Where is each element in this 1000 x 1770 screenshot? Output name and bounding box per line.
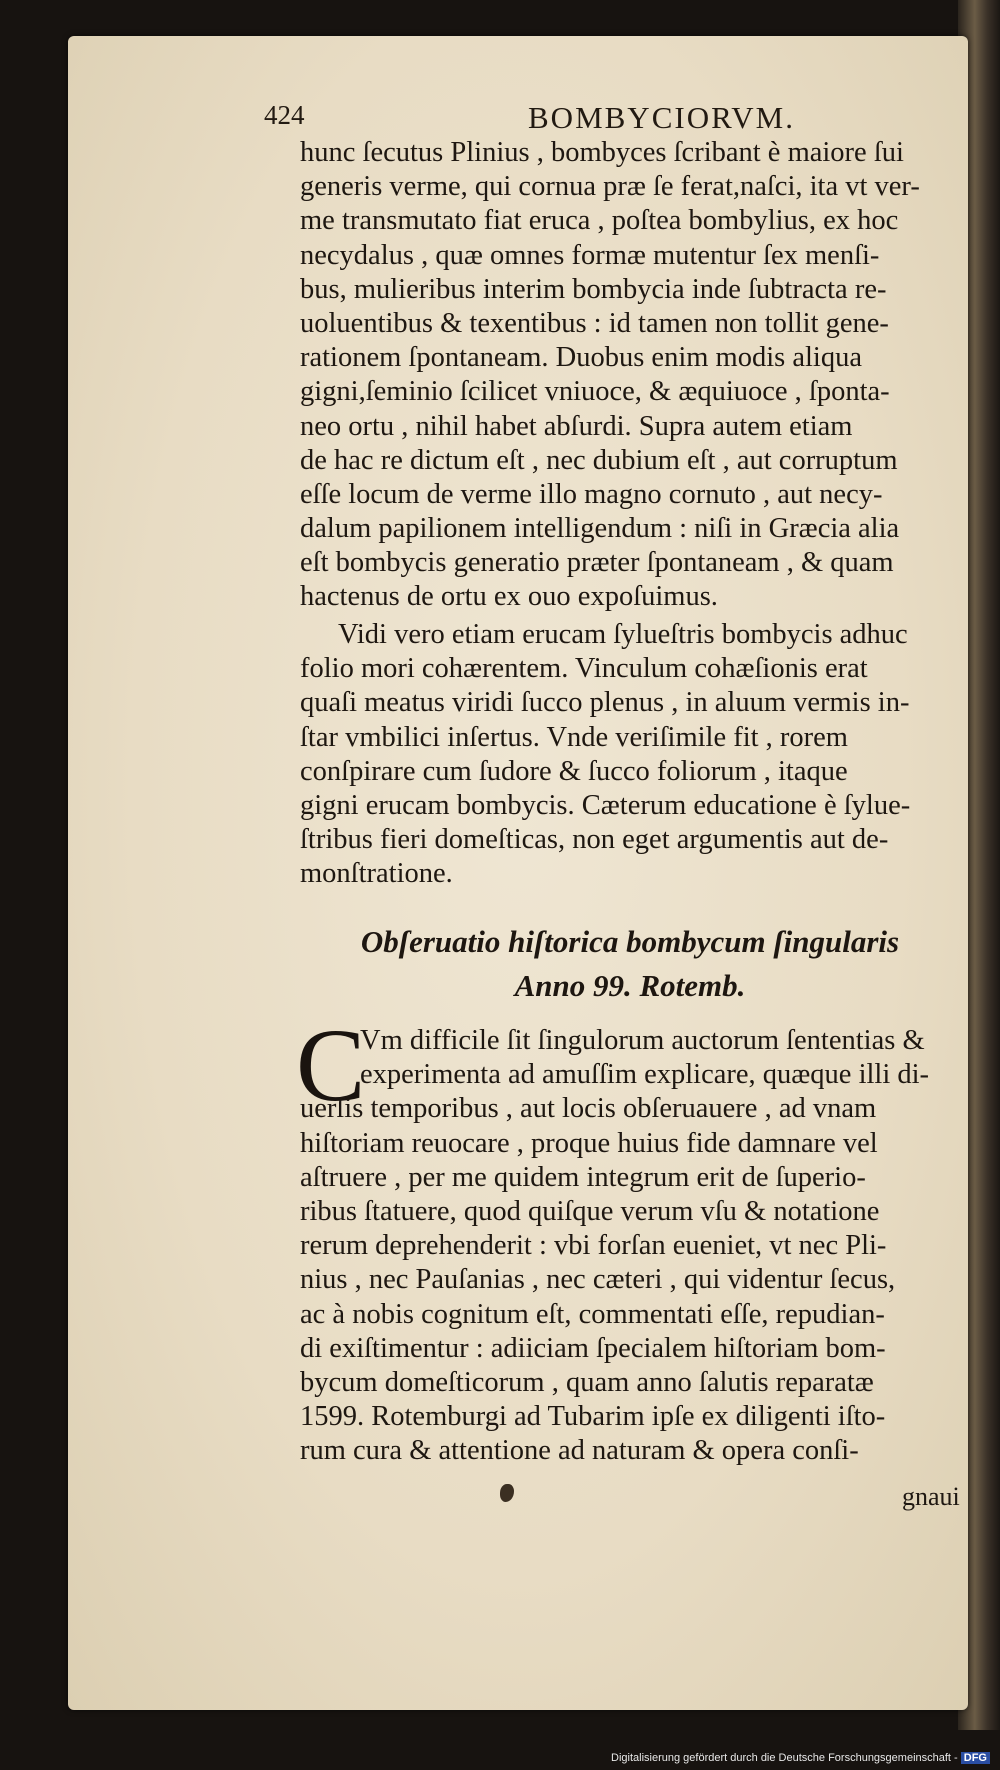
body-paragraph-1 (300, 136, 960, 615)
text-line: rerum deprehenderit : vbi forſan eueniet, vt nec Pli- (300, 1230, 887, 1262)
text-line: hunc ſecutus Plinius , bombyces ſcribant è maiore ſui (300, 137, 904, 168)
text-line: nius , nec Pauſanias , nec cæteri , qui videntur ſecus, (300, 1264, 896, 1296)
catchword: gnaui (902, 1482, 960, 1511)
footer-text: Digitalisierung gefördert durch die Deutsche Forschungsgemeinschaft - (611, 1752, 958, 1764)
text-line: monſtratione. (300, 858, 453, 890)
text-line: gigni,ſeminio ſcilicet vniuoce, & æquiuoce , ſponta- (300, 376, 890, 408)
text-line: rationem ſpontaneam. Duobus enim modis aliqua (300, 342, 862, 374)
running-head: BOMBYCIORVM. (528, 100, 795, 135)
drop-cap: C (296, 1008, 366, 1123)
text-line: aſtruere , per me quidem integrum erit de ſuperio- (300, 1161, 866, 1193)
text-line: dalum papilionem intelligendum : niſi in Græcia alia (300, 513, 900, 545)
text-line: di exiſtimentur : adiiciam ſpecialem hiſtoriam bom- (300, 1332, 886, 1364)
text-line: neo ortu , nihil habet abſurdi. Supra autem etiam (300, 410, 853, 442)
section-heading-line-2: Anno 99. Rotemb. (514, 968, 746, 1003)
text-line: me transmutato fiat eruca , poſtea bombylius, ex hoc (300, 205, 899, 237)
text-line: necydalus , quæ omnes formæ mutentur ſex menſi- (300, 239, 880, 271)
digitization-footer (611, 1752, 990, 1764)
dfg-logo: DFG (961, 1752, 990, 1764)
text-line: uerſis temporibus , aut locis obſeruauere , ad vnam (300, 1093, 877, 1125)
page-number: 424 (264, 100, 305, 130)
text-line: ac à nobis cognitum eſt, commentati eſſe, repudian- (300, 1298, 885, 1330)
text-line: gigni erucam bombycis. Cæterum educatione è ſylue- (300, 789, 911, 821)
text-line: experimenta ad amuſſim explicare, quæque illi di- (360, 1059, 930, 1091)
text-line: de hac re dictum eſt , nec dubium eſt , aut corruptum (300, 444, 898, 476)
text-line: folio mori cohærentem. Vinculum cohæſionis erat (300, 653, 868, 685)
text-line: eſſe locum de verme illo magno cornuto , aut necy- (300, 478, 883, 510)
text-line: ſtar vmbilici inſertus. Vnde veriſimile fit , rorem (300, 721, 848, 753)
section-heading-line-1: Obſeruatio hiſtorica bombycum ſingularis (360, 924, 900, 959)
text-line: ribus ſtatuere, quod quiſque verum vſu & notatione (300, 1195, 880, 1227)
text-line: hiſtoriam reuocare , proque huius fide damnare vel (300, 1127, 878, 1159)
section-body (300, 1024, 960, 1468)
text-line: ſtribus fieri domeſticas, non eget argumentis aut de- (300, 824, 889, 856)
text-line: bus, mulieribus interim bombycia inde ſubtracta re- (300, 273, 887, 305)
text-line: hactenus de ortu ex ouo expoſuimus. (300, 581, 718, 613)
text-line: rum cura & attentione ad naturam & opera conſi- (300, 1435, 859, 1467)
body-paragraph-2 (300, 618, 960, 892)
text-line: generis verme, qui cornua præ ſe ferat,naſci, ita vt ver- (300, 171, 920, 203)
text-line: 1599. Rotemburgi ad Tubarim ipſe ex diligenti iſto- (300, 1401, 886, 1433)
text-line: Vidi vero etiam erucam ſylueſtris bombycis adhuc (338, 619, 908, 650)
text-line: conſpirare cum ſudore & ſucco foliorum , itaque (300, 755, 848, 787)
text-line: Vm difficile ſit ſingulorum auctorum ſententias & (360, 1025, 925, 1056)
text-line: quaſi meatus viridi ſucco plenus , in aluum vermis in- (300, 687, 910, 719)
text-line: uoluentibus & texentibus : id tamen non tollit gene- (300, 307, 889, 339)
text-line: eſt bombycis generatio præter ſpontaneam , & quam (300, 547, 894, 579)
text-line: bycum domeſticorum , quam anno ſalutis reparatæ (300, 1366, 874, 1398)
